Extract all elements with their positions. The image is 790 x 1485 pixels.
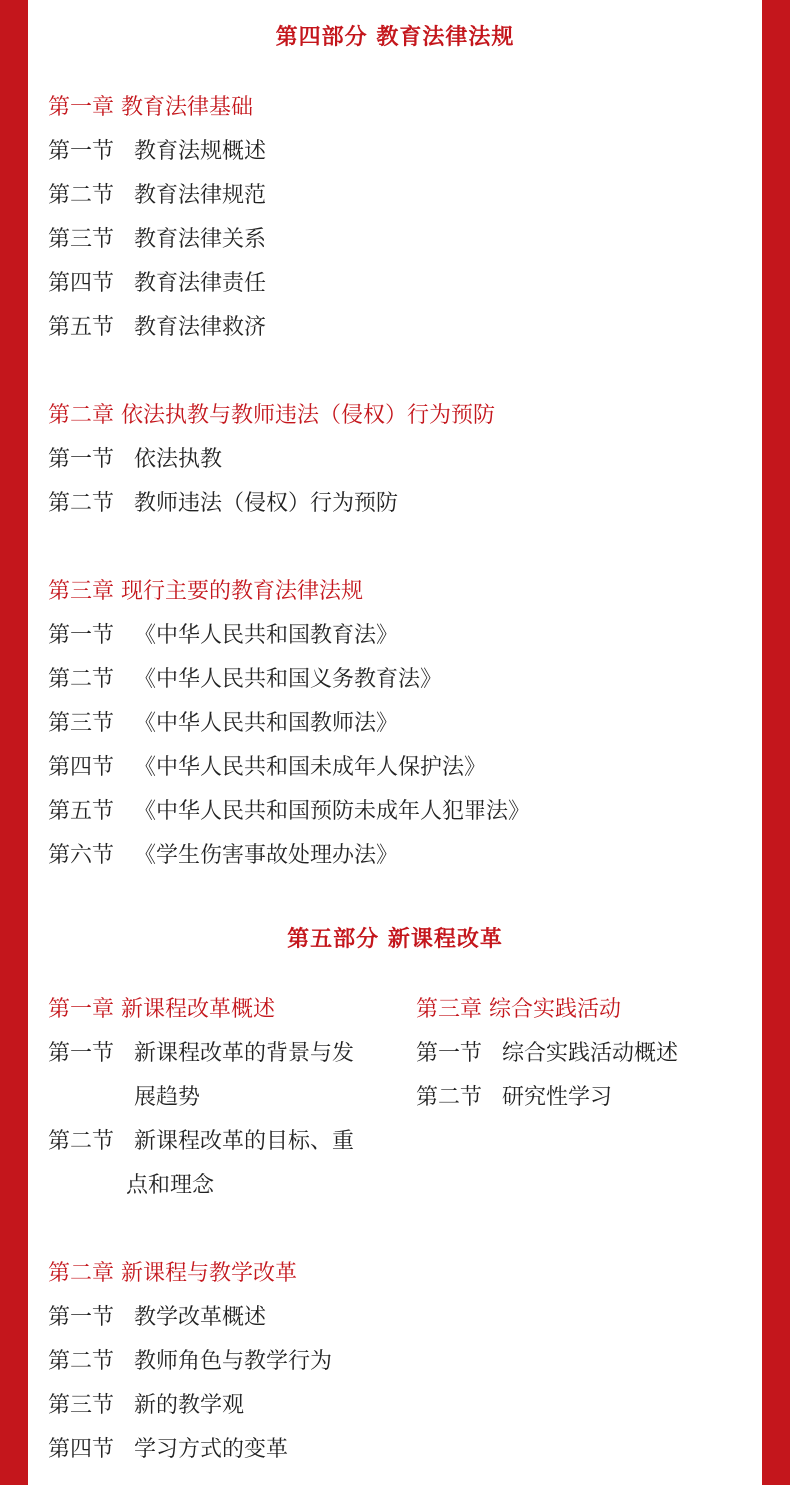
section-item: 第四节 学习方式的变革 <box>48 1437 289 1462</box>
syllabus-page <box>28 0 762 1485</box>
part5-ch3-title: 第三章 综合实践活动 <box>416 997 621 1022</box>
section-item: 第一节 综合实践活动概述 <box>416 1041 679 1066</box>
section-item: 第一节 《中华人民共和国教育法》 <box>48 623 399 648</box>
section-item: 第一节 依法执教 <box>48 447 223 472</box>
part4-ch1-title: 第一章 教育法律基础 <box>48 95 253 120</box>
section-item: 第一节 教育法规概述 <box>48 139 267 164</box>
part5-ch2-title: 第二章 新课程与教学改革 <box>48 1261 297 1286</box>
section-item: 第二节 《中华人民共和国义务教育法》 <box>48 667 443 692</box>
section-item: 第六节 《学生伤害事故处理办法》 <box>48 843 399 868</box>
part5-ch1-title: 第一章 新课程改革概述 <box>48 997 275 1022</box>
section-item: 第二节 教师角色与教学行为 <box>48 1349 333 1374</box>
part4-ch2-title: 第二章 依法执教与教师违法（侵权）行为预防 <box>48 403 495 428</box>
section-item: 第二节 教师违法（侵权）行为预防 <box>48 491 399 516</box>
section-item: 第五节 《中华人民共和国预防未成年人犯罪法》 <box>48 799 531 824</box>
section-item: 第二节 研究性学习 <box>416 1085 613 1110</box>
section-item: 第二节 新课程改革的目标、重 <box>48 1129 355 1154</box>
part4-ch3-title: 第三章 现行主要的教育法律法规 <box>48 579 363 604</box>
section-item: 第三节 新的教学观 <box>48 1393 245 1418</box>
section-item: 第四节 教育法律责任 <box>48 271 267 296</box>
section-item: 第一节 教学改革概述 <box>48 1305 267 1330</box>
section-item: 第一节 新课程改革的背景与发 <box>48 1041 355 1066</box>
section-item-continuation: 展趋势 <box>134 1085 201 1110</box>
section-item-continuation: 点和理念 <box>126 1173 215 1198</box>
section-item: 第四节 《中华人民共和国未成年人保护法》 <box>48 755 487 780</box>
section-item: 第三节 教育法律关系 <box>48 227 267 252</box>
part4-title: 第四部分 教育法律法规 <box>275 25 515 50</box>
section-item: 第二节 教育法律规范 <box>48 183 267 208</box>
section-item: 第三节 《中华人民共和国教师法》 <box>48 711 399 736</box>
section-item: 第五节 教育法律救济 <box>48 315 267 340</box>
part5-title: 第五部分 新课程改革 <box>287 927 503 952</box>
